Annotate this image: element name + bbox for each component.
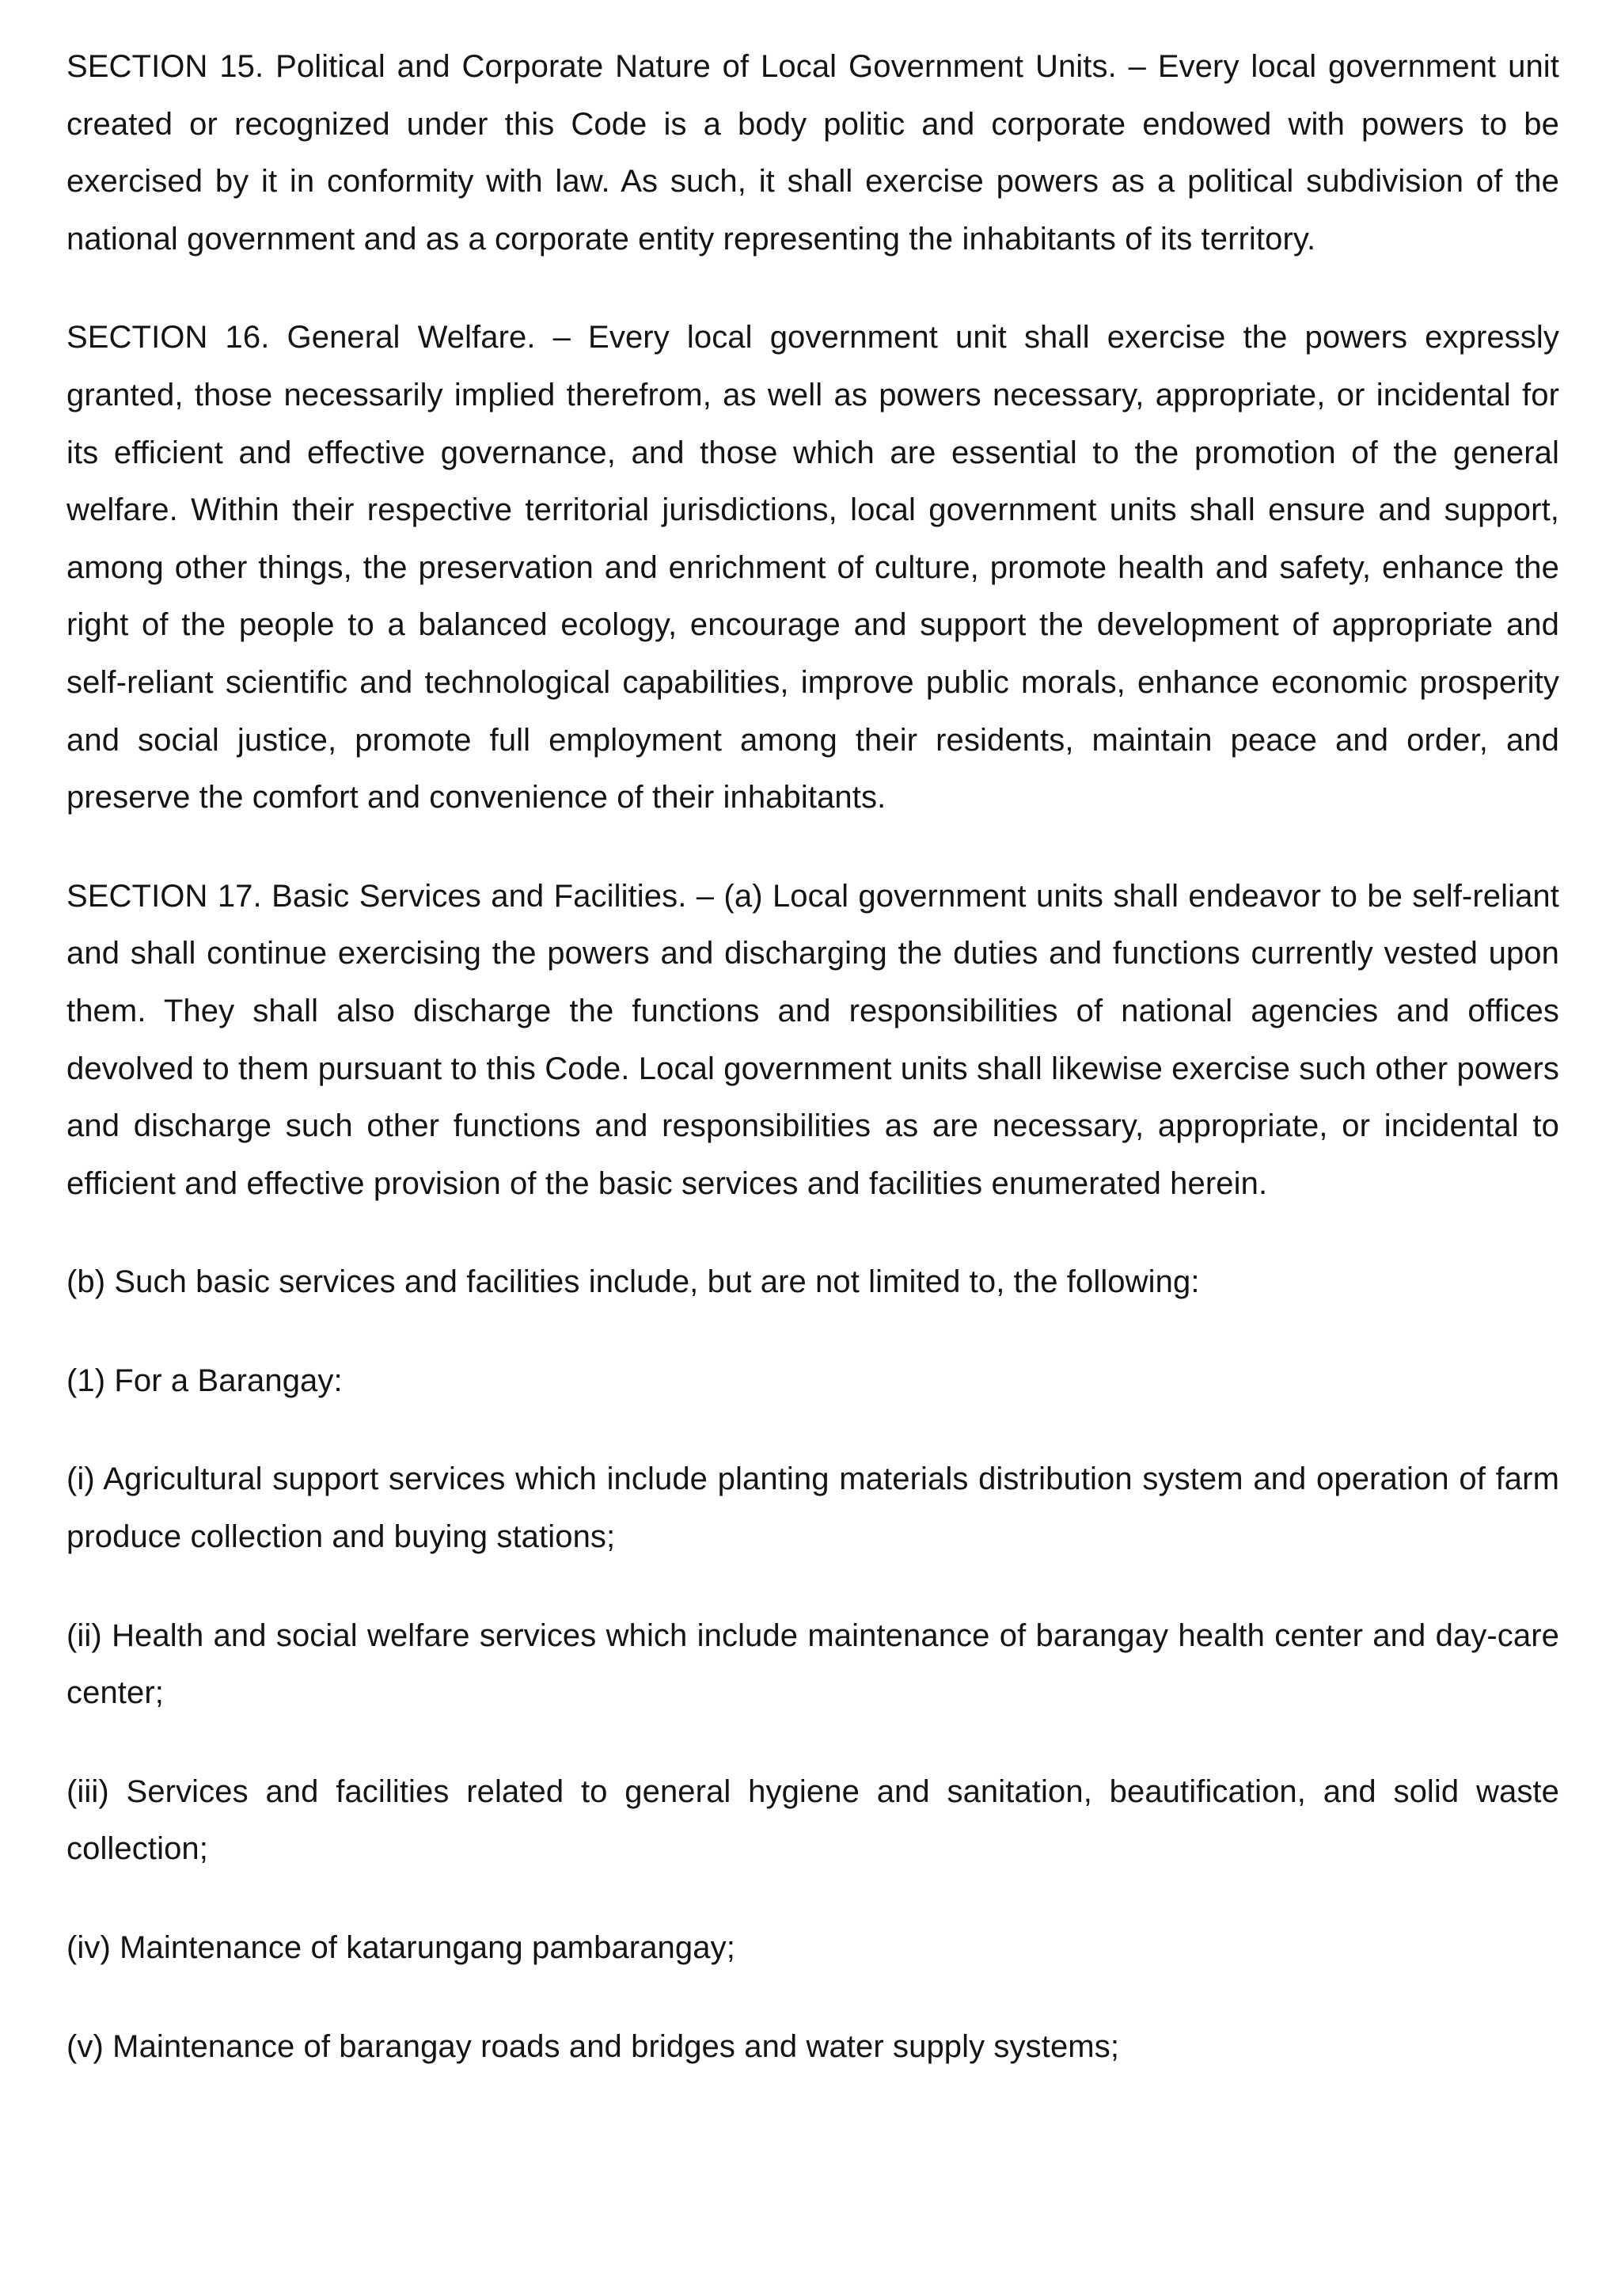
subsection-b-paragraph: (b) Such basic services and facilities include, but are not limited to, the following: [66,1264,1200,1300]
list-item: (ii) Health and social welfare services which include maintenance of barangay health center and day-care center; [66,1617,1559,1711]
section-17-paragraph: SECTION 17. Basic Services and Facilities. – (a) Local government units shall endeavor to be self-reliant and shall continue exercising the powers and discharging the duties and functions currently vested upon them. They shall also discharge the functions and responsibilities of national agencies and offices devolved to them pursuant to this Code. Local government units shall likewise exercise such other powers and discharge such other functions and responsibilities as are necessary, appropriate, or incidental to efficient and effective provision of the basic services and facilities enumerated herein. [66,878,1559,1201]
section-15-paragraph: SECTION 15. Political and Corporate Nature of Local Government Units. – Every local government unit created or recognized under this Code is a body politic and corporate endowed with powers to be exercised by it in conformity with law. As such, it shall exercise powers as a political subdivision of the national government and as a corporate entity representing the inhabitants of its territory. [66,49,1559,257]
list-item: (i) Agricultural support services which include planting materials distribution system and operation of farm produce collection and buying stations; [66,1462,1559,1555]
barangay-heading: (1) For a Barangay: [66,1363,343,1398]
list-item: (iii) Services and facilities related to general hygiene and sanitation, beautification, and solid waste collection; [66,1773,1559,1867]
list-item: (iv) Maintenance of katarungang pambarangay; [66,1930,735,1966]
list-item: (v) Maintenance of barangay roads and bridges and water supply systems; [66,2028,1120,2064]
document-page [66,38,1559,2116]
section-16-paragraph: SECTION 16. General Welfare. – Every local government unit shall exercise the powers expressly granted, those necessarily implied therefrom, as well as powers necessary, appropriate, or incidental for its efficient and effective governance, and those which are essential to the promotion of the general welfare. Within their respective territorial jurisdictions, local government units shall ensure and support, among other things, the preservation and enrichment of culture, promote health and safety, enhance the right of the people to a balanced ecology, encourage and support the development of appropriate and self-reliant scientific and technological capabilities, improve public morals, enhance economic prosperity and social justice, promote full employment among their residents, maintain peace and order, and preserve the comfort and convenience of their inhabitants. [66,320,1559,815]
